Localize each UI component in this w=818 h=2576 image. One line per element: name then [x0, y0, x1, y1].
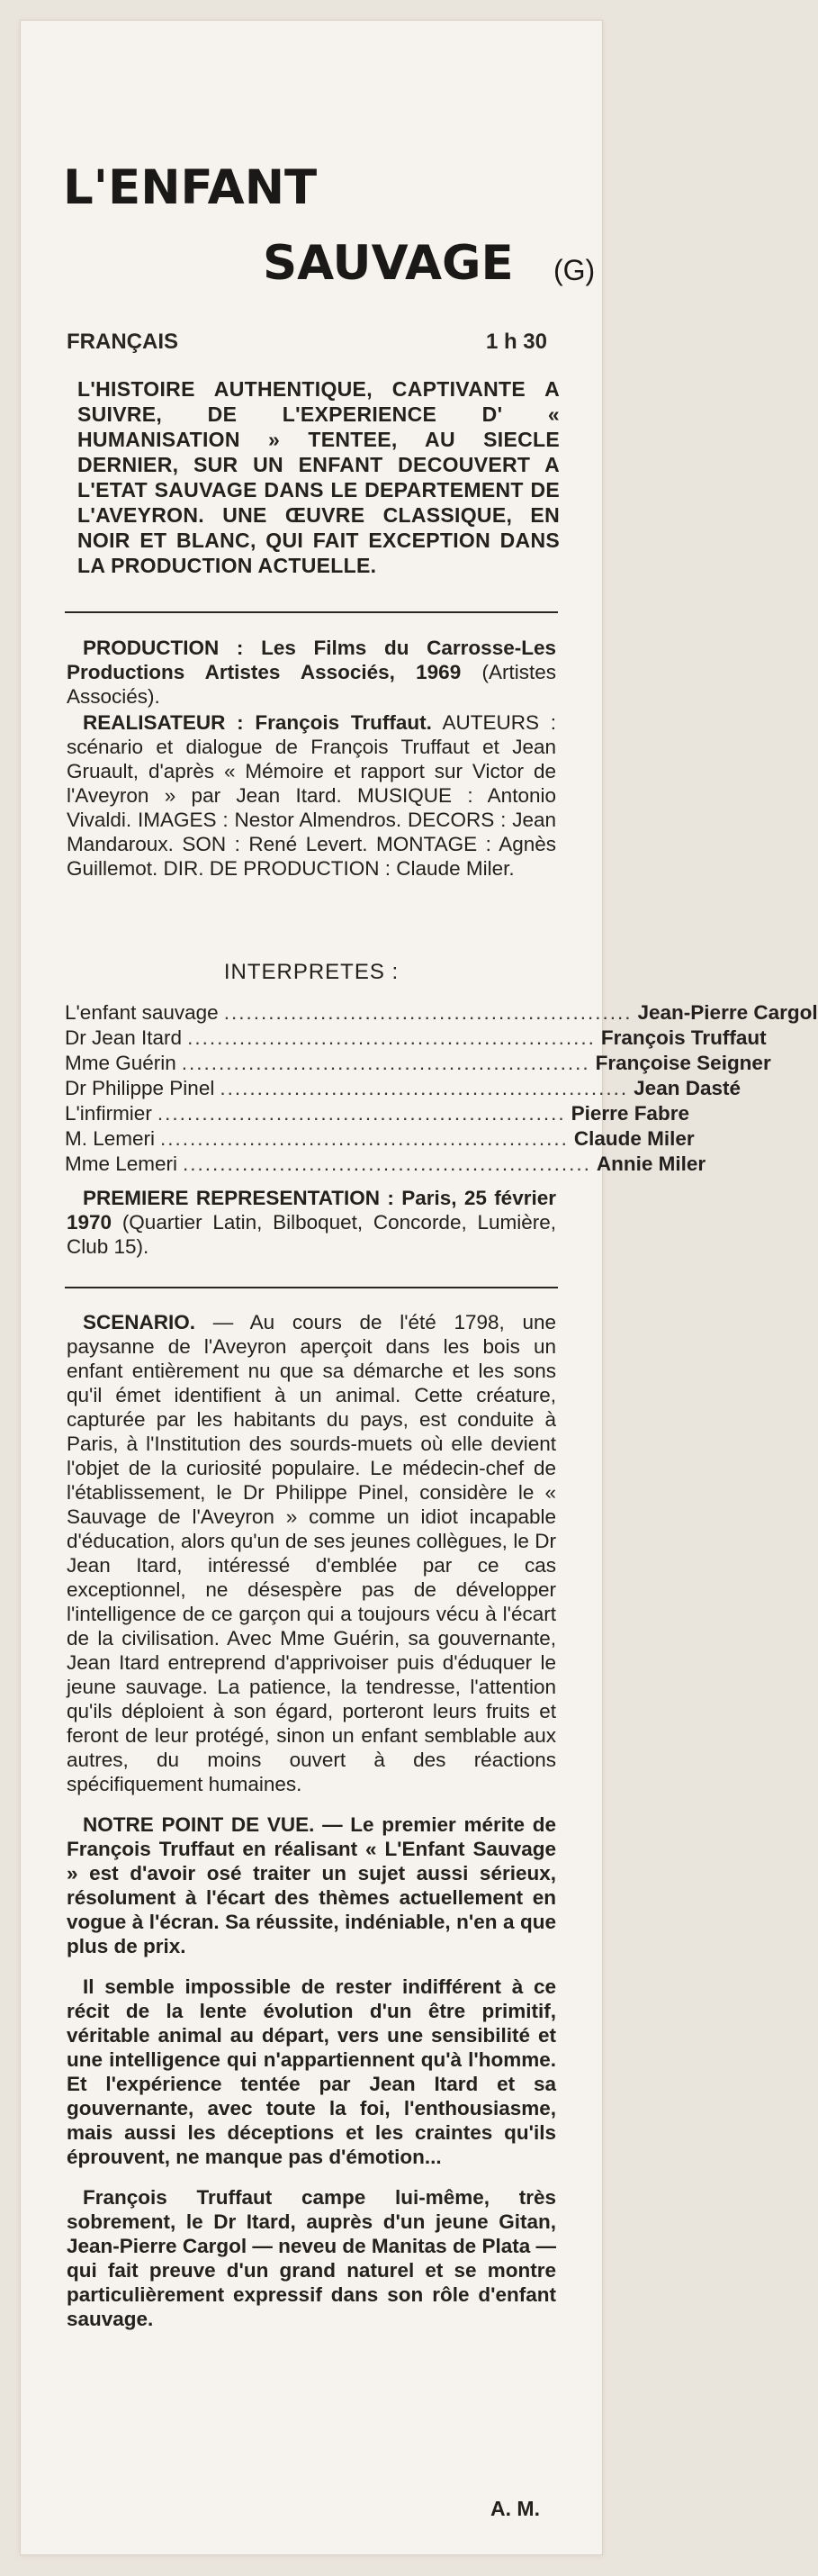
scenario-label: SCENARIO.	[83, 1311, 196, 1333]
point-de-vue-paragraph	[67, 1812, 556, 1958]
cast-row	[65, 1077, 741, 1102]
production-label: PRODUCTION : Les Films du Carrosse-Les Productions Artistes Associés, 1969	[67, 637, 556, 683]
dot-leader: .......................................................	[220, 1077, 629, 1099]
cast-list	[65, 1001, 818, 1178]
language-label: FRANÇAIS	[67, 330, 178, 354]
cast-heading: INTERPRETES :	[223, 960, 400, 984]
cast-role: L'enfant sauvage	[65, 1001, 219, 1024]
review-paragraph-3: François Truffaut campe lui-même, très sobrement, le Dr Itard, auprès d'un jeune Gitan, Jean-Pierre Cargol — neveu de Manitas de Plata — qui fait preuve d'un grand naturel et se montre particulièrement expressif dans son rôle d'enfant sauvage.	[67, 2186, 556, 2330]
cast-actor: Françoise Seigner	[595, 1052, 771, 1074]
cast-actor: Annie Miler	[596, 1152, 706, 1175]
cast-row	[65, 1001, 818, 1026]
cast-role: Mme Guérin	[65, 1052, 176, 1074]
point-de-vue-text: — Le premier mérite de François Truffaut en réalisant « L'Enfant Sauvage » est d'avoir osé traiter un sujet aussi sérieux, résolument à l'écart des thèmes actuellement en vogue à l'écran. Sa réussite, indéniable, n'en a que plus de prix.	[67, 1813, 556, 1957]
newspaper-clipping	[20, 20, 818, 2555]
credits-block	[67, 636, 556, 882]
dot-leader: .......................................................	[181, 1052, 590, 1074]
premiere-venues: (Quartier Latin, Bilboquet, Concorde, Lumière, Club 15).	[67, 1211, 556, 1258]
cast-actor: Jean-Pierre Cargol	[637, 1001, 818, 1024]
title-line-2: SAUVAGE	[263, 236, 514, 291]
cast-actor: François Truffaut	[600, 1026, 767, 1049]
cast-row	[65, 1152, 706, 1178]
author-signature: A. M.	[490, 2497, 540, 2520]
cast-row	[65, 1052, 771, 1077]
dot-leader: .......................................................	[183, 1152, 591, 1175]
cast-actor: Pierre Fabre	[571, 1102, 689, 1125]
duration-label: 1 h 30	[485, 330, 547, 354]
divider-middle	[65, 1287, 558, 1288]
premiere-paragraph	[67, 1186, 556, 1259]
title-line-1: L'ENFANT	[63, 160, 318, 215]
cast-actor: Claude Miler	[573, 1127, 695, 1150]
divider-top	[65, 611, 558, 613]
cast-role: Dr Philippe Pinel	[65, 1077, 215, 1099]
scenario-text: — Au cours de l'été 1798, une paysanne de l'Aveyron aperçoit dans les bois un enfant entièrement nu que sa démarche et les sons qu'il émet identifient à un animal. Cette créature, capturée par les habitants du pays, est conduite à Paris, à l'Institution des sourds-muets où elle devient l'objet de la curiosité populaire. Le médecin-chef de l'établissement, le Dr Philippe Pinel, considère le « Sauvage de l'Aveyron » comme un idiot incapable d'éducation, alors qu'un de ses jeunes collègues, le Dr Jean Itard, intéressé d'emblée par ce cas exceptionnel, ne désespère pas de développer l'intelligence de ce garçon qui a toujours vécu à l'écart de la civilisation. Avec Mme Guérin, sa gouvernante, Jean Itard entreprend d'apprivoiser puis d'éduquer le jeune sauvage. La patience, la tendresse, l'attention qu'ils déploient à son égard, porteront leurs fruits et feront de leur protégé, sinon un enfant semblable aux autres, du moins ouvert à des réactions spécifiquement humaines.	[67, 1311, 556, 1795]
dot-leader: .......................................................	[157, 1102, 566, 1125]
cast-row	[65, 1127, 695, 1152]
cast-row	[65, 1102, 689, 1127]
cast-role: Mme Lemeri	[65, 1152, 178, 1175]
production-credit	[67, 636, 556, 709]
cast-row	[65, 1026, 767, 1052]
premiere-block	[67, 1186, 556, 1259]
cast-role: L'infirmier	[65, 1102, 152, 1125]
cast-role: Dr Jean Itard	[65, 1026, 183, 1049]
scenario-paragraph	[67, 1310, 556, 1796]
review-paragraph-2: Il semble impossible de rester indifférent à ce récit de la lente évolution d'un être primitif, véritable animal au départ, vers une sensibilité et une intelligence qui n'appartiennent qu'à l'homme. Et l'expérience tentée par Jean Itard et sa gouvernante, avec toute la foi, l'enthousiasme, mais aussi les déceptions et les craintes qu'ils éprouvent, ne manque pas d'émotion...	[67, 1975, 556, 2168]
dot-leader: .......................................................	[223, 1001, 633, 1024]
rating-badge: (G)	[553, 254, 596, 286]
crew-credits: AUTEURS : scénario et dialogue de François Truffaut et Jean Gruault, d'après « Mémoire et rapport sur Victor de l'Aveyron » par Jean Itard. MUSIQUE : Antonio Vivaldi. IMAGES : Nestor Almendros. DECORS : Jean Mandaroux. SON : René Levert. MONTAGE : Agnès Guillemot. DIR. DE PRODUCTION : Claude Miler.	[67, 711, 557, 880]
tagline: L'HISTOIRE AUTHENTIQUE, CAPTIVANTE A SUIVRE, DE L'EXPERIENCE D' « HUMANISATION » TENTEE, AU SIECLE DERNIER, SUR UN ENFANT DECOUVERT A L'ETAT SAUVAGE DANS LE DEPARTEMENT DE L'AVEYRON. UNE ŒUVRE CLASSIQUE, EN NOIR ET BLANC, QUI FAIT EXCEPTION DANS LA PRODUCTION ACTUELLE.	[77, 377, 560, 577]
dot-leader: .......................................................	[160, 1127, 569, 1150]
director-credit	[67, 710, 556, 881]
review-body	[67, 1310, 556, 2347]
point-de-vue-label: NOTRE POINT DE VUE.	[83, 1813, 315, 1836]
production-rest: (Artistes Associés).	[67, 661, 556, 708]
dot-leader: .......................................................	[187, 1026, 596, 1049]
cast-actor: Jean Dasté	[634, 1077, 741, 1099]
cast-role: M. Lemeri	[65, 1127, 156, 1150]
director-label: REALISATEUR : François Truffaut.	[83, 711, 432, 734]
premiere-label: PREMIERE REPRESENTATION : Paris, 25 février 1970	[67, 1187, 556, 1234]
